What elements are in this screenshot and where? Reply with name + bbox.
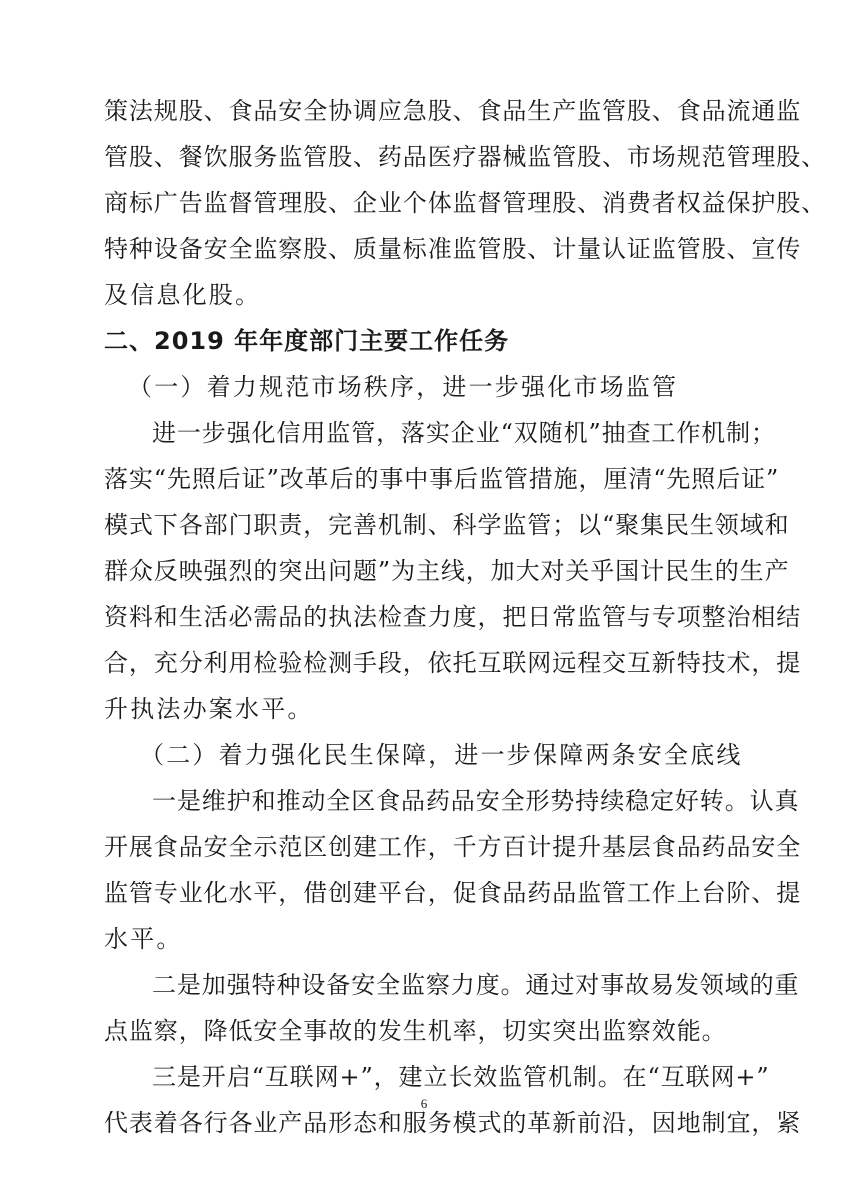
section-heading: 二、2019 年年度部门主要工作任务 xyxy=(104,327,510,355)
document-body xyxy=(104,88,827,1146)
text-line: 特种设备安全监察股、质量标准监管股、计量认证监管股、宣传 xyxy=(104,235,802,263)
text-line: 二是加强特种设备安全监察力度。通过对事故易发领域的重 xyxy=(152,971,800,999)
text-line: 落实“先照后证”改革后的事中事后监管措施，厘清“先照后证” xyxy=(104,465,780,493)
subsection-heading: （一）着力规范市场秩序，进一步强化市场监管 xyxy=(128,373,679,401)
text-line: 群众反映强烈的突出问题”为主线，加大对关乎国计民生的生产 xyxy=(104,557,790,585)
text-line: 三是开启“互联网+”，建立长效监管机制。在“互联网+” xyxy=(152,1063,770,1091)
text-line: 代表着各行各业产品形态和服务模式的革新前沿，因地制宜，紧 xyxy=(104,1109,802,1137)
text-line: 开展食品安全示范区创建工作，千方百计提升基层食品药品安全 xyxy=(104,833,802,861)
text-line: 策法规股、食品安全协调应急股、食品生产监管股、食品流通监 xyxy=(104,97,802,125)
page-number: 6 xyxy=(420,1096,428,1111)
text-line: 一是维护和推动全区食品药品安全形势持续稳定好转。认真 xyxy=(152,787,800,815)
text-line: 商标广告监督管理股、企业个体监督管理股、消费者权益保护股、 xyxy=(104,189,827,217)
text-line: 点监察，降低安全事故的发生机率，切实突出监察效能。 xyxy=(104,1017,727,1045)
text-line: 水平。 xyxy=(104,925,183,953)
text-line: 资料和生活必需品的执法检查力度，把日常监管与专项整治相结 xyxy=(104,603,802,631)
text-line: 模式下各部门职责，完善机制、科学监管；以“聚集民生领域和 xyxy=(104,511,790,539)
text-line: 管股、餐饮服务监管股、药品医疗器械监管股、市场规范管理股、 xyxy=(104,143,827,171)
subsection-heading: （二）着力强化民生保障，进一步保障两条安全底线 xyxy=(140,741,743,769)
text-line: 合，充分利用检验检测手段，依托互联网远程交互新特技术，提 xyxy=(104,649,802,677)
text-line: 进一步强化信用监管，落实企业“双随机”抽查工作机制； xyxy=(152,419,776,447)
text-line: 监管专业化水平，借创建平台，促食品药品监管工作上台阶、提 xyxy=(104,879,802,907)
text-line: 及信息化股。 xyxy=(104,281,262,309)
text-line: 升执法办案水平。 xyxy=(104,695,314,723)
